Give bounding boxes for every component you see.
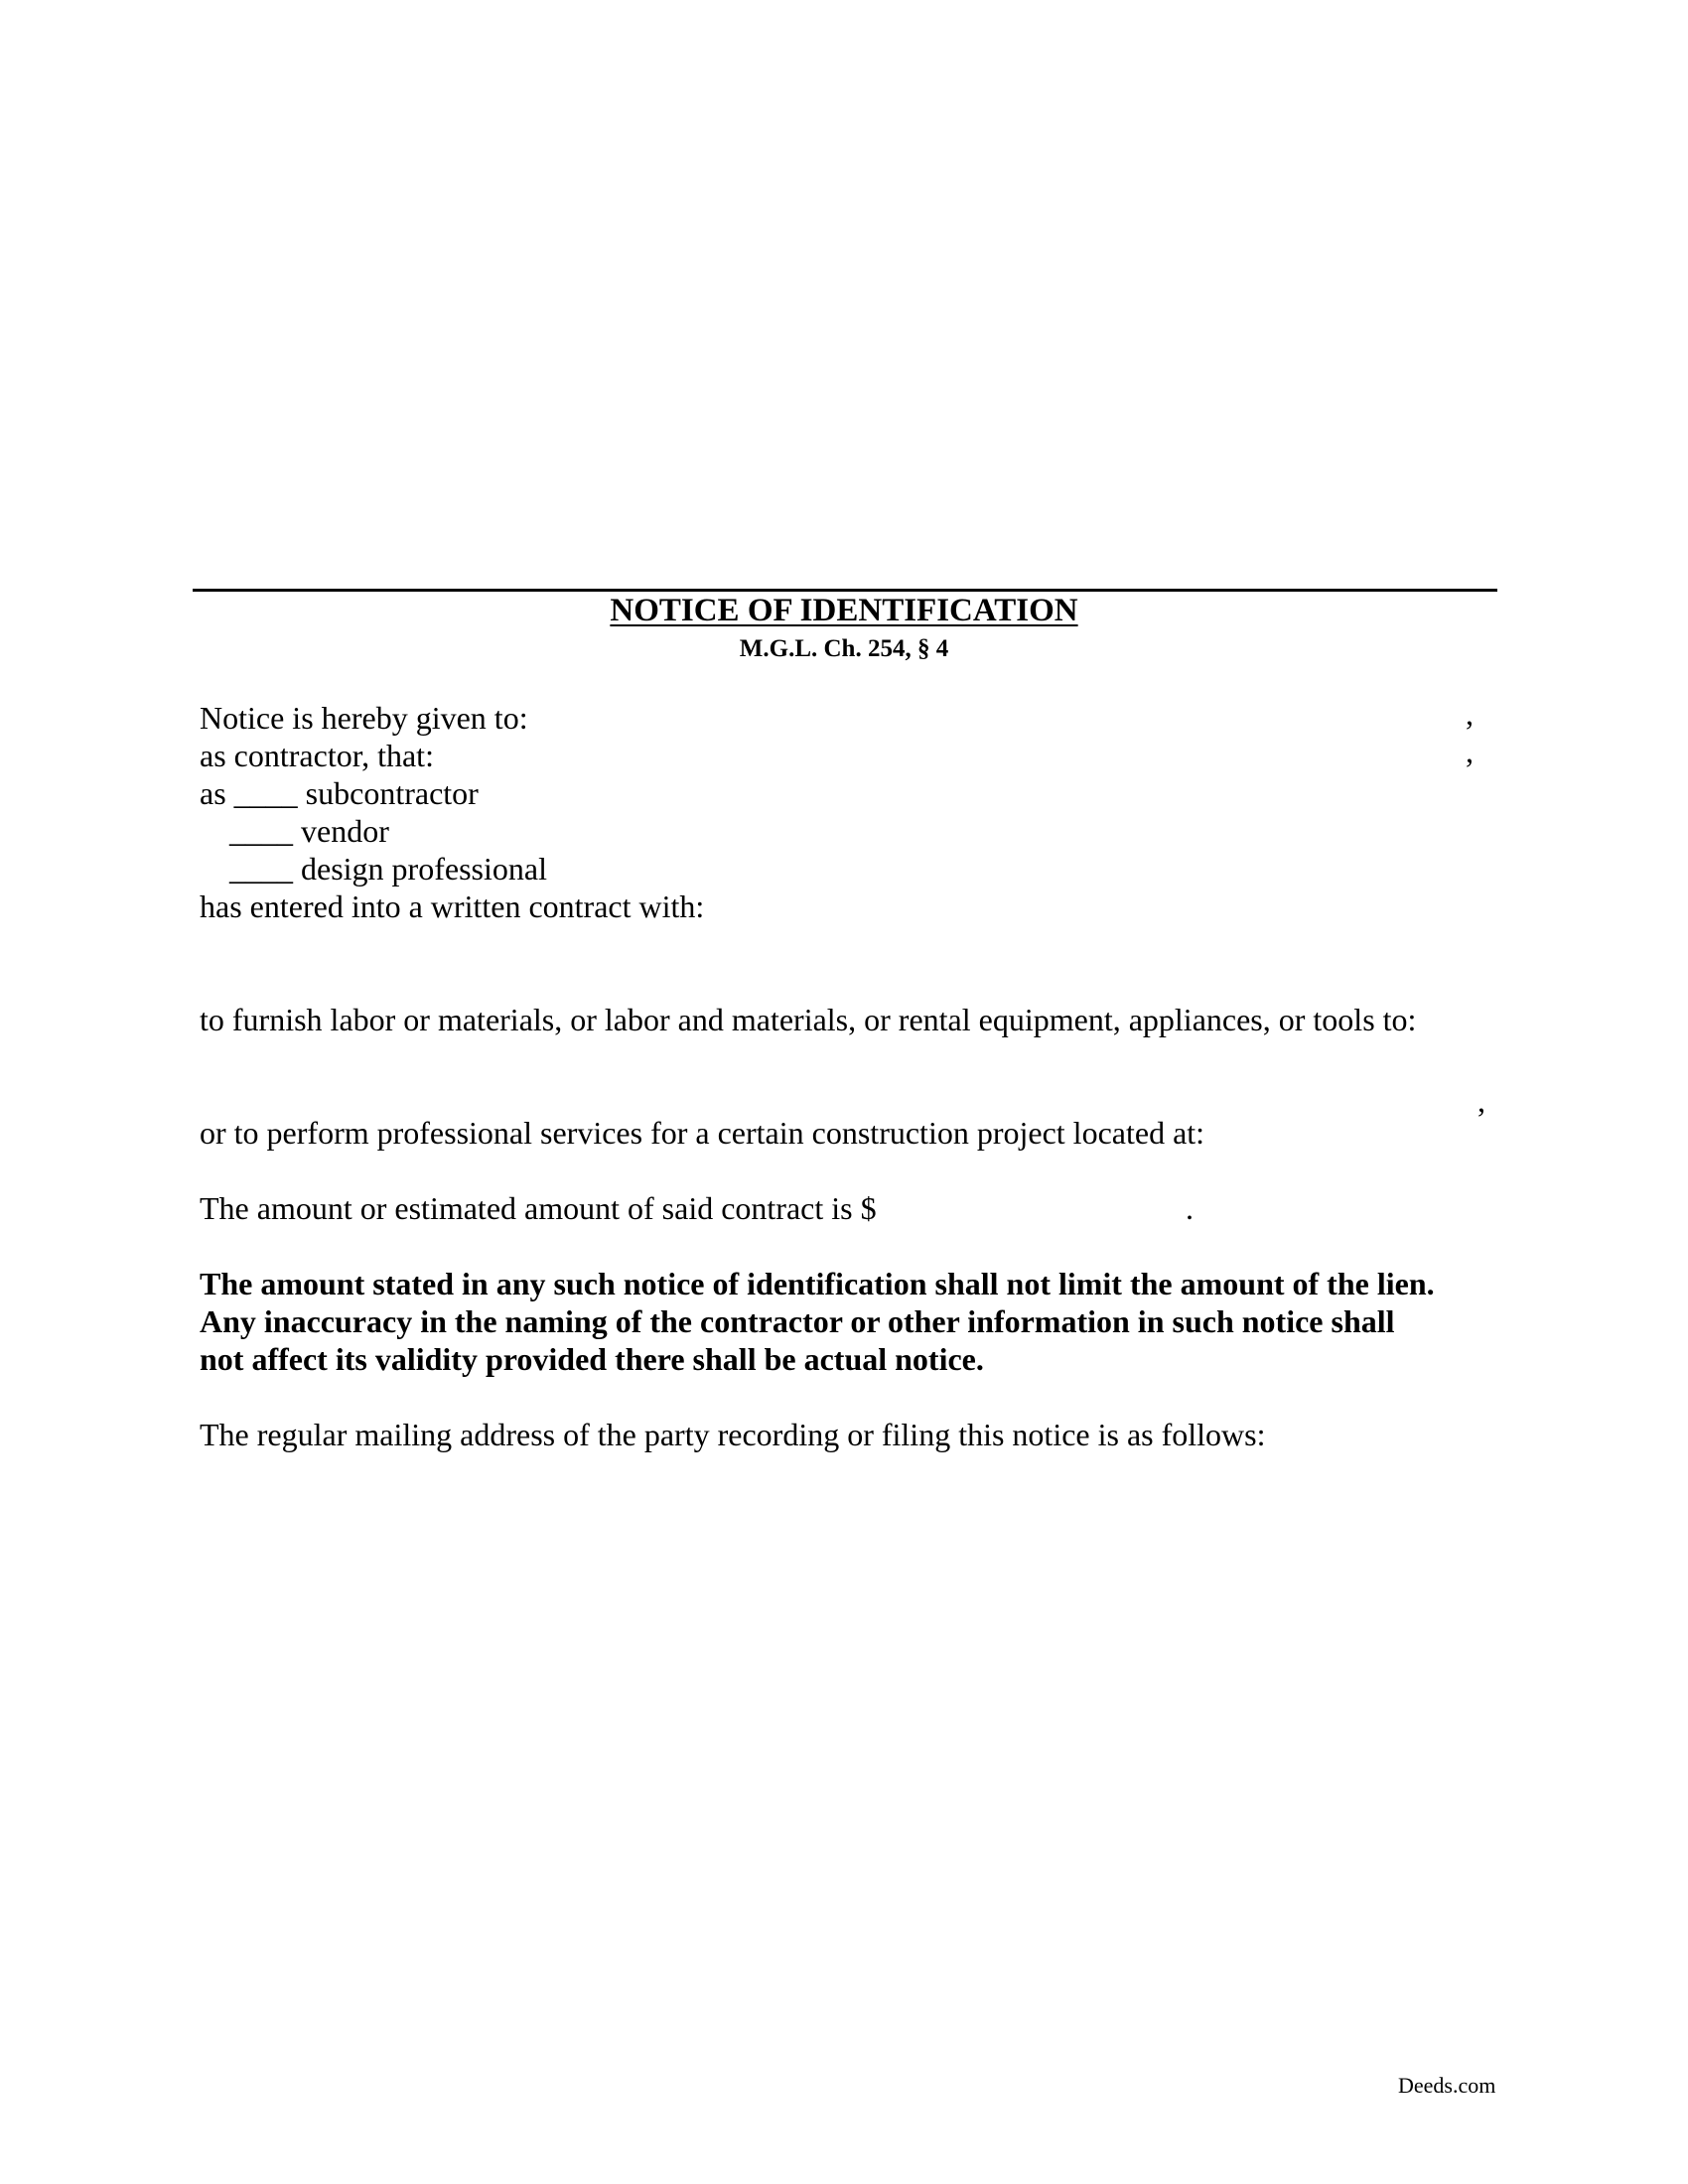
contract-amount-line: The amount or estimated amount of said contract is $	[200, 1190, 877, 1226]
given-to-comma: ,	[1466, 696, 1474, 732]
lien-notice-line-1: The amount stated in any such notice of identification shall not limit the amount of the lien.	[200, 1266, 1435, 1301]
lien-notice-line-3: not affect its validity provided there shall be actual notice.	[200, 1341, 984, 1377]
furnish-line: to furnish labor or materials, or labor and materials, or rental equipment, appliances, or tools to:	[200, 1002, 1417, 1037]
contractor-comma: ,	[1466, 734, 1474, 769]
subcontractor-option: as ____ subcontractor	[200, 775, 479, 811]
contract-amount-period: .	[1186, 1190, 1194, 1226]
design-professional-option: ____ design professional	[229, 851, 547, 887]
lien-notice-line-2: Any inaccuracy in the naming of the contractor or other information in such notice shall	[200, 1303, 1395, 1339]
footer-brand: Deeds.com	[1398, 2073, 1496, 2098]
given-to-line: Notice is hereby given to:	[200, 700, 528, 736]
furnish-comma: ,	[1477, 1083, 1485, 1119]
document-title: NOTICE OF IDENTIFICATION	[610, 593, 1078, 628]
mailing-address-line: The regular mailing address of the party recording or filing this notice is as follows:	[200, 1417, 1266, 1452]
entered-contract-line: has entered into a written contract with:	[200, 888, 705, 924]
perform-services-line: or to perform professional services for a certain construction project located at:	[200, 1115, 1205, 1151]
statute-reference: M.G.L. Ch. 254, § 4	[739, 635, 949, 662]
vendor-option: ____ vendor	[229, 813, 389, 849]
top-rule	[193, 589, 1497, 592]
contractor-line: as contractor, that:	[200, 738, 434, 773]
